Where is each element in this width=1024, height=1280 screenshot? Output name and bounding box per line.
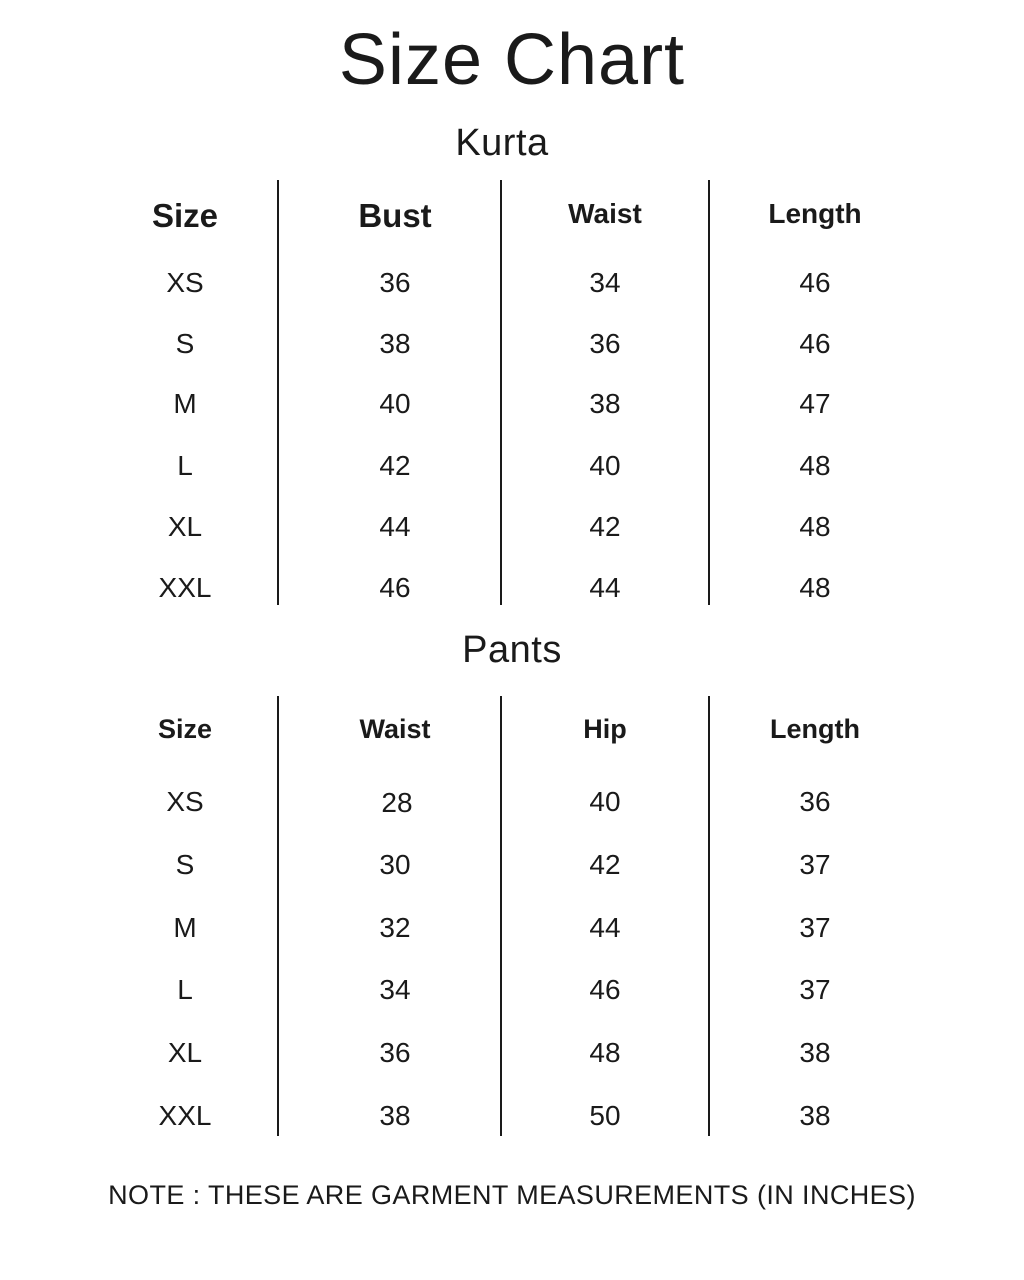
table-cell: 38 — [799, 1100, 831, 1131]
table-cell: 34 — [379, 974, 411, 1005]
table-cell: 36 — [379, 1037, 411, 1068]
pants-header-length: Length — [770, 714, 860, 744]
pants-header-size: Size — [157, 714, 213, 744]
table-cell: 37 — [799, 849, 831, 880]
kurta-section-title: Kurta — [455, 122, 549, 164]
table-cell: 48 — [799, 511, 831, 542]
table-cell: 38 — [379, 1100, 411, 1131]
measurement-note: NOTE : THESE ARE GARMENT MEASUREMENTS (IN INCHES) — [108, 1180, 916, 1210]
table-cell: 47 — [799, 388, 831, 419]
kurta-size-table — [80, 180, 920, 605]
table-cell: 30 — [379, 849, 411, 880]
kurta-header-size: Size — [151, 197, 219, 234]
table-cell: 32 — [379, 912, 411, 943]
table-cell: 46 — [799, 267, 831, 298]
table-cell: 36 — [589, 328, 621, 359]
table-cell: XXL — [158, 1100, 212, 1131]
pants-section-title: Pants — [462, 629, 562, 671]
table-cell: L — [177, 450, 193, 481]
table-cell: 42 — [589, 849, 621, 880]
table-cell: 48 — [799, 450, 831, 481]
table-cell: 37 — [799, 974, 831, 1005]
table-cell: L — [177, 974, 193, 1005]
table-cell: 38 — [799, 1037, 831, 1068]
table-cell: 48 — [799, 572, 831, 603]
pants-size-table — [80, 696, 920, 1136]
table-cell: 42 — [379, 450, 411, 481]
table-cell: S — [175, 328, 195, 359]
pants-header-waist: Waist — [359, 714, 431, 744]
table-cell: 28 — [381, 787, 413, 818]
table-cell: XXL — [158, 572, 212, 603]
table-cell: 44 — [589, 572, 621, 603]
table-cell: 44 — [379, 511, 411, 542]
table-cell: S — [175, 849, 195, 880]
table-cell: M — [173, 912, 197, 943]
table-cell: 46 — [799, 328, 831, 359]
table-cell: 46 — [589, 974, 621, 1005]
page-title: Size Chart — [338, 20, 686, 100]
table-cell: 36 — [799, 786, 831, 817]
kurta-header-waist: Waist — [568, 198, 642, 229]
table-cell: XL — [167, 511, 203, 542]
table-cell: 46 — [379, 572, 411, 603]
table-cell: 50 — [589, 1100, 621, 1131]
table-cell: XS — [166, 267, 204, 298]
table-cell: XS — [166, 786, 204, 817]
table-cell: 44 — [589, 912, 621, 943]
table-cell: M — [173, 388, 197, 419]
table-cell: 34 — [589, 267, 621, 298]
pants-header-hip: Hip — [583, 714, 627, 744]
kurta-header-length: Length — [768, 198, 862, 229]
kurta-header-bust: Bust — [358, 197, 432, 234]
table-cell: 37 — [799, 912, 831, 943]
table-cell: 40 — [379, 388, 411, 419]
table-cell: 36 — [379, 267, 411, 298]
table-cell: 40 — [589, 450, 621, 481]
table-cell: 38 — [589, 388, 621, 419]
table-cell: 38 — [379, 328, 411, 359]
table-cell: 40 — [589, 786, 621, 817]
table-cell: 48 — [589, 1037, 621, 1068]
table-cell: XL — [167, 1037, 203, 1068]
table-cell: 42 — [589, 511, 621, 542]
